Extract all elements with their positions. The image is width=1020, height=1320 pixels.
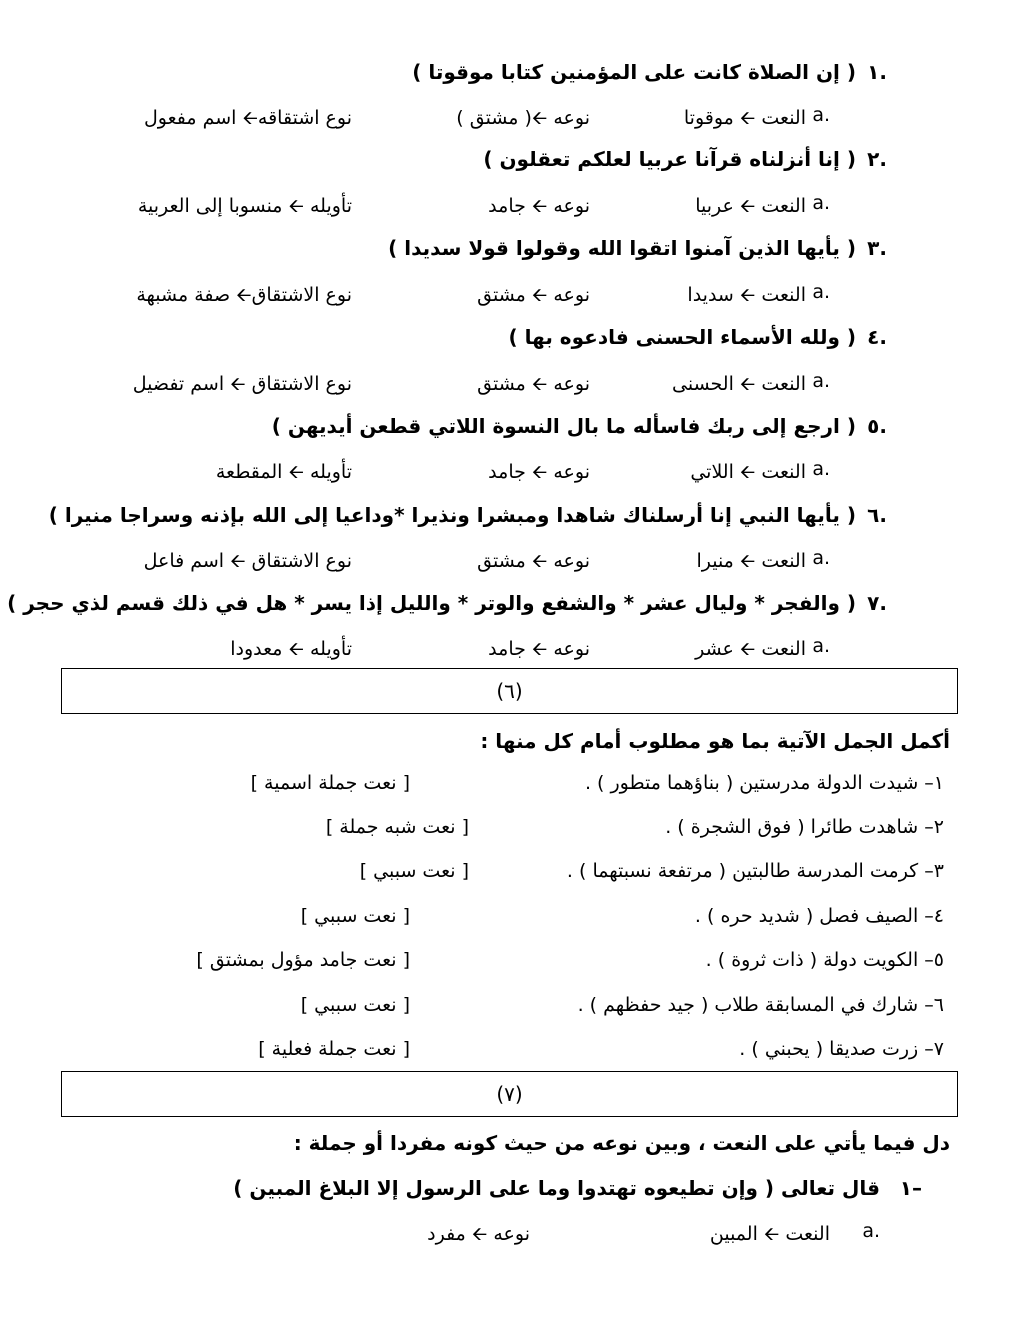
answer-label: a. bbox=[812, 635, 830, 657]
section-number-box bbox=[61, 668, 958, 714]
section-heading: أكمل الجمل الآتية بما هو مطلوب أمام كل منها : bbox=[480, 729, 950, 753]
answer-label: a. bbox=[812, 281, 830, 303]
answer-type: نوعه 🡨 مشتق bbox=[477, 550, 590, 572]
question-number: ١– bbox=[899, 1176, 922, 1200]
answer-detail: تأويله 🡨 منسوبا إلى العربية bbox=[137, 195, 352, 217]
answer-adjective: النعت 🡨 الحسنى bbox=[672, 373, 806, 395]
question-number: ٢. bbox=[867, 147, 887, 171]
answer-type: نوعه 🡨 مشتق bbox=[477, 284, 590, 306]
exercise-sentence: ٦– شارك في المسابقة طلاب ( جيد حفظهم ) . bbox=[577, 994, 944, 1016]
answer-label: a. bbox=[812, 370, 830, 392]
section-number: (٦) bbox=[496, 679, 523, 703]
answer-type: نوعه 🡨 جامد bbox=[488, 195, 590, 217]
answer-adjective: النعت 🡨 سديدا bbox=[687, 284, 806, 306]
exercise-sentence: ٢– شاهدت طائرا ( فوق الشجرة ) . bbox=[665, 816, 944, 838]
exercise-answer: [ نعت جامد مؤول بمشتق ] bbox=[196, 949, 410, 971]
exercise-answer: [ نعت جملة اسمية ] bbox=[250, 772, 410, 794]
exercise-sentence: ١– شيدت الدولة مدرستين ( بناؤهما متطور ) . bbox=[584, 772, 944, 794]
exercise-answer: [ نعت شبه جملة ] bbox=[325, 816, 469, 838]
answer-label: a. bbox=[812, 547, 830, 569]
answer-label: a. bbox=[862, 1220, 880, 1242]
question-text: ( ولله الأسماء الحسنى فادعوه بها ) bbox=[508, 325, 856, 349]
answer-label: a. bbox=[812, 104, 830, 126]
exercise-answer: [ نعت سببي ] bbox=[300, 905, 410, 927]
question-text: ( والفجر * وليال عشر * والشفع والوتر * والليل إذا يسر * هل في ذلك قسم لذي حجر ) bbox=[7, 591, 856, 615]
answer-detail: نوع الاشتقاق 🡨 اسم تفضيل bbox=[132, 373, 352, 395]
exercise-answer: [ نعت سببي ] bbox=[359, 860, 469, 882]
exercise-answer: [ نعت سببي ] bbox=[300, 994, 410, 1016]
answer-detail: تأويله 🡨 معدودا bbox=[230, 638, 352, 660]
exercise-sentence: ٥– الكويت دولة ( ذات ثروة ) . bbox=[705, 949, 944, 971]
question-text: ( إن الصلاة كانت على المؤمنين كتابا موقوتا ) bbox=[412, 60, 856, 84]
section-number: (٧) bbox=[496, 1082, 523, 1106]
exercise-answer: [ نعت جملة فعلية ] bbox=[258, 1038, 410, 1060]
exercise-sentence: ٤– الصيف فصل ( شديد حره ) . bbox=[694, 905, 944, 927]
answer-detail: تأويله 🡨 المقطعة bbox=[215, 461, 352, 483]
question-text: قال تعالى ( وإن تطيعوه تهتدوا وما على الرسول إلا البلاغ المبين ) bbox=[233, 1176, 880, 1200]
exercise-sentence: ٧– زرت صديقا ( يحبني ) . bbox=[739, 1038, 944, 1060]
question-text: ( يأيها الذين آمنوا اتقوا الله وقولوا قولا سديدا ) bbox=[388, 236, 856, 260]
question-number: ٦. bbox=[867, 503, 887, 527]
answer-label: a. bbox=[812, 458, 830, 480]
answer-type: نوعه 🡨 جامد bbox=[488, 461, 590, 483]
exercise-sentence: ٣– كرمت المدرسة طالبتين ( مرتفعة نسبتهما ) . bbox=[566, 860, 944, 882]
answer-type: نوعه 🡨 مفرد bbox=[427, 1223, 530, 1245]
question-text: ( يأيها النبي إنا أرسلناك شاهدا ومبشرا ونذيرا *وداعيا إلى الله بإذنه وسراجا منيرا ) bbox=[48, 503, 856, 527]
answer-adjective: النعت 🡨 عربيا bbox=[695, 195, 806, 217]
question-number: ٤. bbox=[867, 325, 887, 349]
section-heading: دل فيما يأتي على النعت ، وبين نوعه من حيث كونه مفردا أو جملة : bbox=[293, 1131, 950, 1155]
answer-label: a. bbox=[812, 192, 830, 214]
question-number: ٧. bbox=[867, 591, 887, 615]
answer-detail: نوع اشتقاقه🡨 اسم مفعول bbox=[143, 107, 352, 129]
answer-adjective: النعت 🡨 موقوتا bbox=[683, 107, 806, 129]
answer-adjective: النعت 🡨 المبين bbox=[709, 1223, 830, 1245]
answer-adjective: النعت 🡨 منيرا bbox=[696, 550, 806, 572]
question-text: ( ارجع إلى ربك فاسأله ما بال النسوة اللاتي قطعن أيديهن ) bbox=[271, 414, 856, 438]
question-text: ( إنا أنزلناه قرآنا عربيا لعلكم تعقلون ) bbox=[483, 147, 856, 171]
answer-type: نوعه 🡨 جامد bbox=[488, 638, 590, 660]
section-number-box bbox=[61, 1071, 958, 1117]
answer-adjective: النعت 🡨 عشر bbox=[695, 638, 806, 660]
answer-type: نوعه 🡨( مشتق ) bbox=[456, 107, 590, 129]
answer-adjective: النعت 🡨 اللاتي bbox=[690, 461, 806, 483]
question-number: ٣. bbox=[867, 236, 887, 260]
question-number: ١. bbox=[867, 60, 887, 84]
answer-type: نوعه 🡨 مشتق bbox=[477, 373, 590, 395]
answer-detail: نوع الاشتقاق 🡨 اسم فاعل bbox=[143, 550, 352, 572]
question-number: ٥. bbox=[867, 414, 887, 438]
answer-detail: نوع الاشتقاق🡨 صفة مشبهة bbox=[136, 284, 352, 306]
